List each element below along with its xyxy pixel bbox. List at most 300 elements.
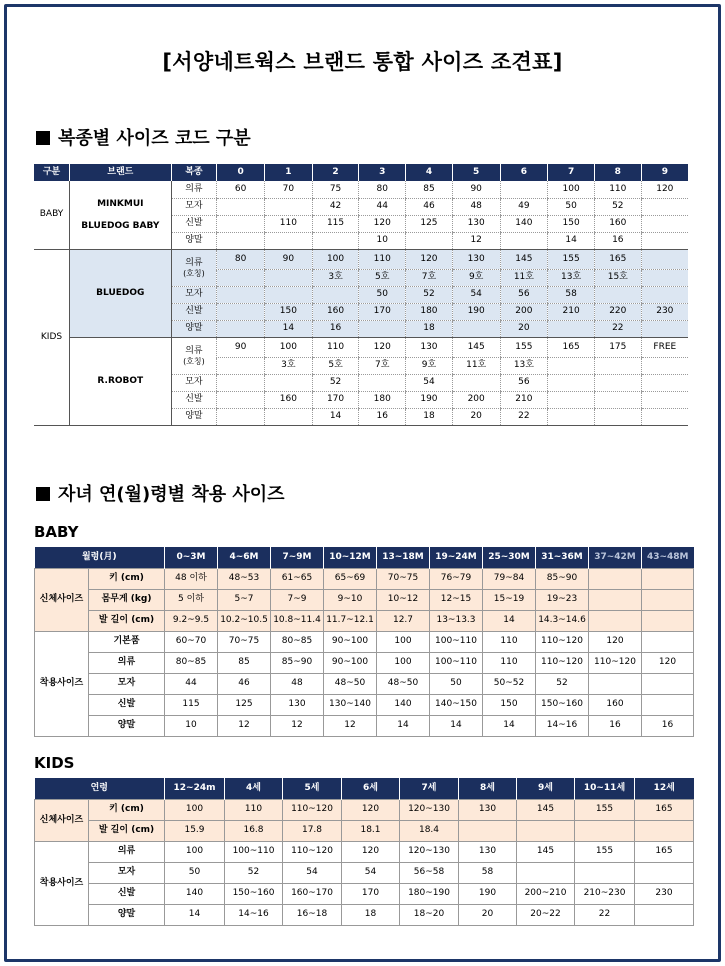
table-cell: 125 <box>406 215 453 232</box>
table-cell: 50 <box>165 862 225 883</box>
table-cell: 14~16 <box>225 904 283 925</box>
table-cell: 46 <box>406 198 453 215</box>
category-cell-body: 신체사이즈 <box>35 799 89 841</box>
table-cell: 14 <box>377 715 430 736</box>
table-cell: 180~190 <box>400 883 459 904</box>
table-cell <box>312 286 359 303</box>
table-cell: 14~16 <box>536 715 589 736</box>
square-bullet-icon <box>36 487 50 501</box>
table-cell: 3호 <box>264 357 312 374</box>
row-label: 키 (cm) <box>89 799 165 820</box>
table-cell <box>642 568 694 589</box>
header-cell: 12세 <box>635 778 694 799</box>
table-cell: 5호 <box>359 269 406 286</box>
table-cell: 200 <box>452 391 500 408</box>
table-cell <box>575 820 635 841</box>
table-cell: 100 <box>377 631 430 652</box>
table-cell: 22 <box>594 320 641 337</box>
table-cell <box>500 232 548 249</box>
table-cell: 160 <box>594 215 641 232</box>
brand-cell-bluedog: BLUEDOG <box>70 249 172 337</box>
table-cell: 44 <box>359 198 406 215</box>
table-cell <box>641 232 688 249</box>
table-cell: 160 <box>589 694 642 715</box>
table-cell <box>641 374 688 391</box>
table-cell: 13~13.3 <box>430 610 483 631</box>
header-cell: 4~6M <box>218 547 271 568</box>
table-cell: 180 <box>406 303 453 320</box>
table-cell: 52 <box>594 198 641 215</box>
table-cell: 11호 <box>500 269 548 286</box>
table-cell: 110 <box>483 631 536 652</box>
header-cell: 6세 <box>342 778 400 799</box>
table-cell: 85~90 <box>271 652 324 673</box>
header-cell: 8세 <box>459 778 517 799</box>
header-cell: 복종 <box>171 164 217 181</box>
table-cell: 100~110 <box>430 631 483 652</box>
table-cell: 150~160 <box>225 883 283 904</box>
table-row <box>34 181 688 198</box>
table-cell: 120 <box>641 181 688 198</box>
table-cell: 100 <box>165 841 225 862</box>
table-cell: 9~10 <box>324 589 377 610</box>
header-cell: 연령 <box>35 778 165 799</box>
table-row <box>35 694 694 715</box>
table-cell: 10~12 <box>377 589 430 610</box>
table-cell: 12~15 <box>430 589 483 610</box>
table-cell <box>217 286 265 303</box>
row-label: 의류 <box>89 841 165 862</box>
table-cell: 7호 <box>406 269 453 286</box>
table-cell: 61~65 <box>271 568 324 589</box>
table-cell: 190 <box>452 303 500 320</box>
table-cell <box>217 215 265 232</box>
header-cell: 월령(月) <box>35 547 165 568</box>
table-cell: 100 <box>165 799 225 820</box>
table-cell: 110~120 <box>283 841 342 862</box>
table-cell: 75 <box>312 181 359 198</box>
table-cell: 56~58 <box>400 862 459 883</box>
table-cell: 56 <box>500 286 548 303</box>
table-cell: 46 <box>218 673 271 694</box>
table-cell: 48~50 <box>377 673 430 694</box>
type-cell: 모자 <box>171 286 217 303</box>
table-cell: 20~22 <box>517 904 575 925</box>
table-cell <box>594 408 641 425</box>
table-cell: 10.8~11.4 <box>271 610 324 631</box>
table-cell: 14 <box>483 610 536 631</box>
row-label: 신발 <box>89 883 165 904</box>
table-cell <box>264 374 312 391</box>
table-cell: 14 <box>165 904 225 925</box>
table-cell: 54 <box>452 286 500 303</box>
table-cell: 120 <box>642 652 694 673</box>
table-cell <box>452 374 500 391</box>
table-cell <box>642 631 694 652</box>
table-cell: 13호 <box>500 357 548 374</box>
square-bullet-icon <box>36 131 50 145</box>
table-cell <box>312 232 359 249</box>
brand-name: BLUEDOG BABY <box>81 220 160 231</box>
header-cell: 5 <box>452 164 500 181</box>
table-cell: 14 <box>548 232 595 249</box>
table-cell: 110 <box>359 249 406 269</box>
table-cell: 130 <box>459 841 517 862</box>
table-cell: 120 <box>589 631 642 652</box>
table-cell: 110 <box>264 215 312 232</box>
header-cell: 10~12M <box>324 547 377 568</box>
table-cell: 210 <box>548 303 595 320</box>
row-label: 몸무게 (kg) <box>89 589 165 610</box>
header-cell: 9세 <box>517 778 575 799</box>
table-cell: 100 <box>377 652 430 673</box>
header-cell: 구분 <box>34 164 70 181</box>
table-cell <box>217 269 265 286</box>
type-cell <box>171 249 217 286</box>
table-row <box>35 610 694 631</box>
table-cell <box>264 286 312 303</box>
table-cell: 200 <box>500 303 548 320</box>
table-cell: 15호 <box>594 269 641 286</box>
table-cell: 50 <box>430 673 483 694</box>
table-header-row <box>34 164 688 181</box>
table-row <box>35 904 694 925</box>
table-cell: 16~18 <box>283 904 342 925</box>
table-cell: 19~23 <box>536 589 589 610</box>
type-sublabel: (호칭) <box>183 356 205 366</box>
table-cell: 180 <box>359 391 406 408</box>
header-cell: 25~30M <box>483 547 536 568</box>
table-cell: 115 <box>312 215 359 232</box>
table-cell: 18 <box>342 904 400 925</box>
table-cell: 110~120 <box>283 799 342 820</box>
header-cell: 5세 <box>283 778 342 799</box>
type-label: 의류 <box>185 257 203 268</box>
table-cell: 79~84 <box>483 568 536 589</box>
table-cell: 14 <box>483 715 536 736</box>
table-cell <box>641 357 688 374</box>
table-cell: 12 <box>218 715 271 736</box>
type-cell: 신발 <box>171 215 217 232</box>
table-cell: 150 <box>483 694 536 715</box>
table-cell: 90 <box>264 249 312 269</box>
table-row <box>35 799 694 820</box>
row-label: 양말 <box>89 904 165 925</box>
table-cell: 120 <box>342 799 400 820</box>
table-cell <box>589 568 642 589</box>
table-cell: 60~70 <box>165 631 218 652</box>
table-cell <box>217 232 265 249</box>
table-cell <box>641 286 688 303</box>
table-cell: 90 <box>452 181 500 198</box>
table-cell: 170 <box>312 391 359 408</box>
row-label: 발 길이 (cm) <box>89 610 165 631</box>
table-cell <box>641 249 688 269</box>
table-cell: 90~100 <box>324 631 377 652</box>
header-cell: 31~36M <box>536 547 589 568</box>
table-cell <box>548 391 595 408</box>
table-cell: 160~170 <box>283 883 342 904</box>
table-cell <box>575 862 635 883</box>
table-cell: 120~130 <box>400 799 459 820</box>
table-cell <box>517 862 575 883</box>
table-cell: 12.7 <box>377 610 430 631</box>
row-label: 신발 <box>89 694 165 715</box>
type-cell: 신발 <box>171 303 217 320</box>
table-cell: 16 <box>589 715 642 736</box>
table-cell: 54 <box>283 862 342 883</box>
brand-cell-minkmui-bluedog-baby <box>70 181 172 249</box>
table-cell: 22 <box>575 904 635 925</box>
table-cell <box>642 694 694 715</box>
table-cell: 14.3~14.6 <box>536 610 589 631</box>
table-cell: 100~110 <box>430 652 483 673</box>
table-cell: 155 <box>575 841 635 862</box>
table-cell: 7~9 <box>271 589 324 610</box>
table-cell: 48~53 <box>218 568 271 589</box>
table-cell: 18.4 <box>400 820 459 841</box>
table-header-row <box>35 547 694 568</box>
table-cell <box>589 610 642 631</box>
table-cell <box>641 215 688 232</box>
section-heading-text: 자녀 연(월)령별 착용 사이즈 <box>58 484 285 505</box>
table-cell: 145 <box>517 841 575 862</box>
table-cell: 80 <box>359 181 406 198</box>
table-cell <box>217 391 265 408</box>
table-cell <box>642 610 694 631</box>
header-cell: 8 <box>594 164 641 181</box>
table-cell: 18~20 <box>400 904 459 925</box>
table-cell: 110~120 <box>589 652 642 673</box>
table-cell: 9호 <box>452 269 500 286</box>
table-cell: 110 <box>312 337 359 357</box>
table-row <box>35 673 694 694</box>
section-heading-age-size <box>36 480 285 506</box>
table-cell: 165 <box>548 337 595 357</box>
table-cell: 50 <box>359 286 406 303</box>
table-cell <box>642 589 694 610</box>
group-label-kids: KIDS <box>34 249 70 425</box>
table-cell <box>642 673 694 694</box>
table-cell: 230 <box>635 883 694 904</box>
table-cell: 170 <box>359 303 406 320</box>
table-cell: 190 <box>459 883 517 904</box>
table-cell: 85 <box>406 181 453 198</box>
table-cell <box>641 269 688 286</box>
table-cell: 9호 <box>406 357 453 374</box>
table-cell: 130 <box>452 249 500 269</box>
table-cell <box>641 408 688 425</box>
table-cell: FREE <box>641 337 688 357</box>
header-cell: 2 <box>312 164 359 181</box>
table-cell: 18.1 <box>342 820 400 841</box>
table-row <box>35 820 694 841</box>
table-cell: 130 <box>406 337 453 357</box>
type-cell: 모자 <box>171 374 217 391</box>
table-cell: 70 <box>264 181 312 198</box>
table-cell: 49 <box>500 198 548 215</box>
row-label: 기본품 <box>89 631 165 652</box>
header-cell: 4세 <box>225 778 283 799</box>
row-label: 양말 <box>89 715 165 736</box>
table-cell <box>217 408 265 425</box>
table-cell: 110~120 <box>536 652 589 673</box>
table-cell: 12 <box>452 232 500 249</box>
table-cell <box>548 357 595 374</box>
table-cell <box>594 357 641 374</box>
table-cell: 44 <box>165 673 218 694</box>
category-cell-wear: 착용사이즈 <box>35 841 89 925</box>
table-cell <box>594 374 641 391</box>
table-cell: 15.9 <box>165 820 225 841</box>
table-cell: 110 <box>225 799 283 820</box>
table-cell: 110 <box>483 652 536 673</box>
type-cell <box>171 337 217 374</box>
table-cell: 120 <box>342 841 400 862</box>
table-cell <box>641 320 688 337</box>
page-title: [서양네트웍스 브랜드 통합 사이즈 조견표] <box>162 50 563 74</box>
table-cell <box>548 320 595 337</box>
table-cell <box>589 673 642 694</box>
table-cell: 12 <box>271 715 324 736</box>
table-cell: 9.2~9.5 <box>165 610 218 631</box>
table-cell: 18 <box>406 408 453 425</box>
type-cell: 신발 <box>171 391 217 408</box>
header-cell: 0 <box>217 164 265 181</box>
table-cell: 120~130 <box>400 841 459 862</box>
header-cell: 3 <box>359 164 406 181</box>
table-row <box>35 631 694 652</box>
category-cell-body: 신체사이즈 <box>35 568 89 631</box>
size-code-table <box>34 164 688 426</box>
row-label: 키 (cm) <box>89 568 165 589</box>
table-cell: 50~52 <box>483 673 536 694</box>
table-cell: 48 이하 <box>165 568 218 589</box>
table-cell: 85 <box>218 652 271 673</box>
table-cell: 160 <box>264 391 312 408</box>
table-cell <box>452 320 500 337</box>
section-heading-text: 복종별 사이즈 코드 구분 <box>58 128 251 149</box>
table-cell: 10.2~10.5 <box>218 610 271 631</box>
table-row <box>35 568 694 589</box>
table-cell: 11호 <box>452 357 500 374</box>
header-cell: 7세 <box>400 778 459 799</box>
table-cell <box>548 374 595 391</box>
table-cell: 125 <box>218 694 271 715</box>
table-cell <box>548 408 595 425</box>
table-cell: 52 <box>406 286 453 303</box>
table-cell <box>594 286 641 303</box>
table-cell: 52 <box>312 374 359 391</box>
header-cell: 브랜드 <box>70 164 172 181</box>
table-cell: 145 <box>517 799 575 820</box>
table-cell: 100 <box>264 337 312 357</box>
table-cell: 52 <box>536 673 589 694</box>
table-cell: 200~210 <box>517 883 575 904</box>
table-cell: 110 <box>594 181 641 198</box>
table-cell <box>406 232 453 249</box>
table-cell <box>594 391 641 408</box>
header-cell: 19~24M <box>430 547 483 568</box>
table-cell <box>264 232 312 249</box>
table-cell <box>264 198 312 215</box>
header-cell: 10~11세 <box>575 778 635 799</box>
table-cell: 210~230 <box>575 883 635 904</box>
table-cell: 100 <box>548 181 595 198</box>
type-cell: 양말 <box>171 232 217 249</box>
table-cell <box>264 269 312 286</box>
table-cell: 56 <box>500 374 548 391</box>
baby-heading: BABY <box>34 523 79 541</box>
table-cell: 150 <box>264 303 312 320</box>
table-cell: 155 <box>548 249 595 269</box>
table-row <box>34 337 688 357</box>
table-cell: 58 <box>548 286 595 303</box>
table-cell: 54 <box>406 374 453 391</box>
table-cell <box>635 862 694 883</box>
table-cell <box>517 820 575 841</box>
table-cell: 16 <box>594 232 641 249</box>
header-cell: 6 <box>500 164 548 181</box>
section-heading-size-code <box>36 124 251 150</box>
table-cell: 5~7 <box>218 589 271 610</box>
table-cell <box>217 198 265 215</box>
table-cell: 145 <box>452 337 500 357</box>
table-cell <box>641 391 688 408</box>
table-cell: 220 <box>594 303 641 320</box>
table-cell <box>459 820 517 841</box>
table-cell: 120 <box>359 337 406 357</box>
table-cell: 90 <box>217 337 265 357</box>
header-cell: 43~48M <box>642 547 694 568</box>
table-cell <box>217 357 265 374</box>
table-row <box>35 715 694 736</box>
table-cell: 115 <box>165 694 218 715</box>
table-cell: 210 <box>500 391 548 408</box>
table-cell: 22 <box>500 408 548 425</box>
table-cell: 130~140 <box>324 694 377 715</box>
table-cell: 10 <box>165 715 218 736</box>
row-label: 모자 <box>89 862 165 883</box>
table-cell: 3호 <box>312 269 359 286</box>
type-sublabel: (호칭) <box>183 268 205 278</box>
table-cell <box>635 904 694 925</box>
table-cell: 130 <box>452 215 500 232</box>
table-cell: 50 <box>548 198 595 215</box>
table-cell: 80~85 <box>271 631 324 652</box>
table-cell: 13호 <box>548 269 595 286</box>
table-cell: 16 <box>642 715 694 736</box>
table-cell: 52 <box>225 862 283 883</box>
type-cell: 양말 <box>171 408 217 425</box>
table-row <box>35 841 694 862</box>
row-label: 발 길이 (cm) <box>89 820 165 841</box>
header-cell: 1 <box>264 164 312 181</box>
table-cell: 20 <box>452 408 500 425</box>
header-cell: 13~18M <box>377 547 430 568</box>
table-cell: 5 이하 <box>165 589 218 610</box>
table-cell: 14 <box>312 408 359 425</box>
table-cell: 150~160 <box>536 694 589 715</box>
header-cell: 12~24m <box>165 778 225 799</box>
row-label: 의류 <box>89 652 165 673</box>
header-cell: 4 <box>406 164 453 181</box>
table-row <box>35 589 694 610</box>
table-cell: 60 <box>217 181 265 198</box>
table-cell <box>264 408 312 425</box>
table-cell: 145 <box>500 249 548 269</box>
table-cell: 130 <box>459 799 517 820</box>
